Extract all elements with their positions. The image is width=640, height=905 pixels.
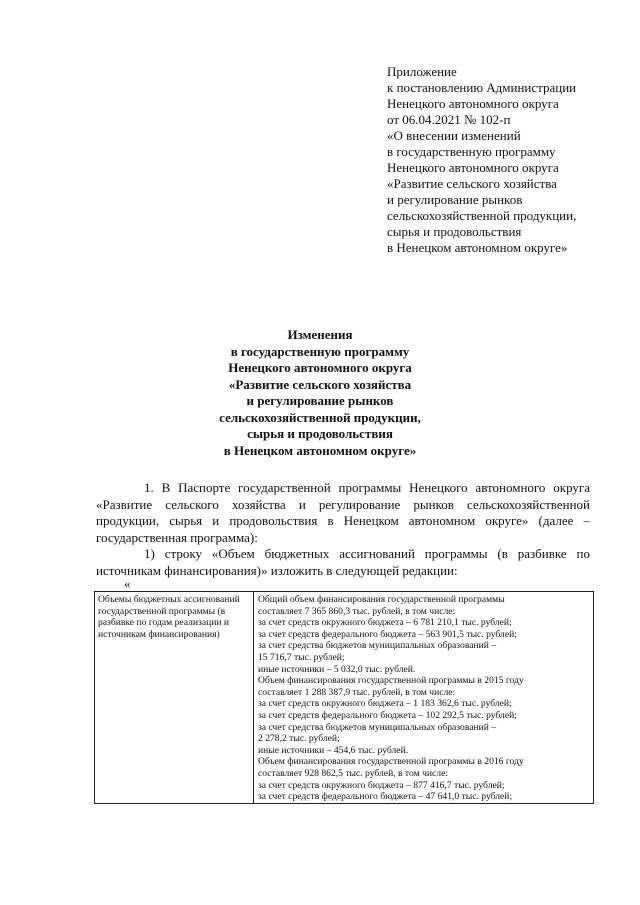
appendix-line: в государственную программу <box>387 144 556 159</box>
title-line: и регулирование рынков <box>246 393 394 408</box>
title-line: сырья и продовольствия <box>247 426 393 441</box>
title-line: Ненецкого автономного округа <box>228 360 412 375</box>
table-line: за счет средств окружного бюджета – 877 416,7 тыс. рублей; <box>258 779 505 791</box>
appendix-header <box>387 64 632 256</box>
financing-table <box>94 591 594 804</box>
table-line: за счет средств федерального бюджета – 47 641,0 тыс. рублей; <box>258 791 513 803</box>
appendix-line: от 06.04.2021 № 102-п <box>387 112 511 127</box>
body-text <box>96 480 590 579</box>
paragraph-1: 1. В Паспорте государственной программы Ненецкого автономного округа «Развитие сельского хозяйства и регулирование рынков сельскохозяйственной продукции, сырья и продовольствия в Ненецком автономном округе» (далее – государственная программа): <box>96 480 590 545</box>
title-line: сельскохозяйственной продукции, <box>219 409 421 425</box>
table-line: за счет средств федерального бюджета – 563 901,5 тыс. рублей; <box>258 628 517 640</box>
appendix-line: Приложение <box>387 64 457 79</box>
table-line: Объем финансирования государственной программы в 2015 году <box>258 675 524 687</box>
title-line: в государственную программу <box>230 343 410 359</box>
table-line: за счет средств окружного бюджета – 1 183 362,6 тыс. рублей; <box>258 698 512 710</box>
appendix-line: сырья и продовольствия <box>387 224 522 239</box>
appendix-line: «Развитие сельского хозяйства <box>387 176 557 191</box>
paragraph-2: 1) строку «Объем бюджетных ассигнований программы (в разбивке по источникам финансирования)» изложить в следующей редакции: <box>96 546 590 578</box>
title-line: в Ненецком автономном округе» <box>223 442 417 458</box>
appendix-line: Ненецкого автономного округа <box>387 160 559 175</box>
table-line: 15 716,7 тыс. рублей; <box>258 651 345 663</box>
appendix-line: сельскохозяйственной продукции, <box>387 208 577 223</box>
table-line: за счет средства бюджетов муниципальных образований – <box>258 721 497 733</box>
table-line: Общий объем финансирования государственной программы <box>258 594 505 605</box>
appendix-line: и регулирование рынков <box>387 192 523 207</box>
table-line: за счет средства бюджетов муниципальных образований – <box>258 640 497 652</box>
appendix-line: Ненецкого автономного округа <box>387 96 559 111</box>
opening-quote-mark: « <box>124 576 131 591</box>
document-title <box>160 327 480 459</box>
title-line: Изменения <box>287 327 353 342</box>
table-line: составляет 1 288 387,9 тыс. рублей, в том числе: <box>258 686 456 698</box>
table-line: составляет 7 365 860,3 тыс. рублей, в том числе: <box>258 605 456 617</box>
table-cell-content <box>254 592 594 804</box>
appendix-line: в Ненецком автономном округе» <box>387 240 568 255</box>
title-line: «Развитие сельского хозяйства <box>228 376 412 392</box>
appendix-line: к постановлению Администрации <box>387 80 577 95</box>
table-line: за счет средств федерального бюджета – 102 292,5 тыс. рублей; <box>258 709 517 721</box>
table-line: за счет средств окружного бюджета – 6 781 210,1 тыс. рублей; <box>258 617 512 629</box>
table-line: составляет 928 862,5 тыс. рублей, в том числе: <box>258 767 449 779</box>
table-line: иные источники – 5 032,0 тыс. рублей. <box>258 663 416 675</box>
table-line: 2 278,2 тыс. рублей; <box>258 733 340 745</box>
table-line: иные источники – 454,6 тыс. рублей. <box>258 744 409 756</box>
appendix-line: «О внесении изменений <box>387 128 521 143</box>
table-cell-label: Объемы бюджетных ассигнований государственной программы (в разбивке по годам реализации и источникам финансирования) <box>95 592 254 804</box>
table-line: Объем финансирования государственной программы в 2016 году <box>258 756 524 768</box>
table-row <box>95 592 594 804</box>
